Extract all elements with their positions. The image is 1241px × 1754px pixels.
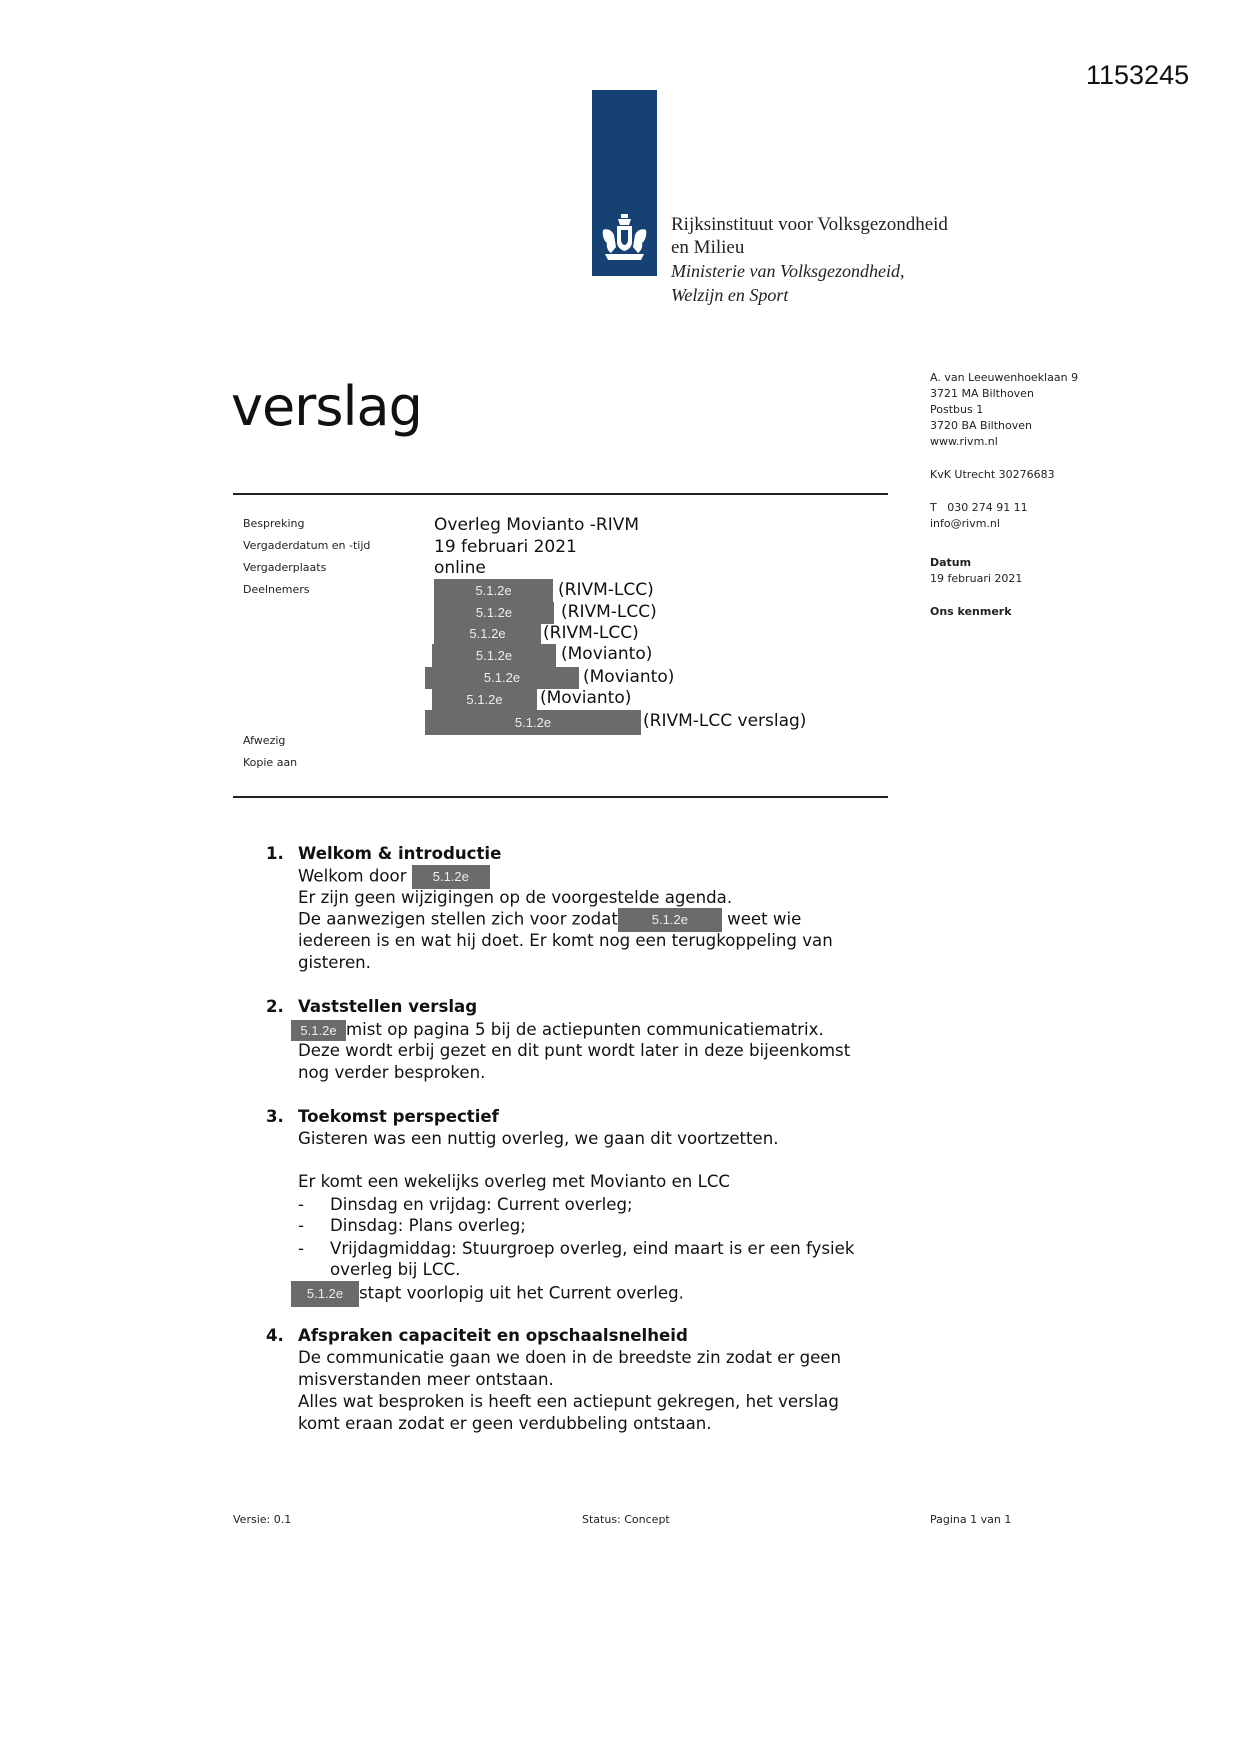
redaction: 5.1.2e [291, 1020, 346, 1041]
divider-top [233, 493, 888, 495]
document-title: verslag [231, 375, 422, 438]
text: gisteren. [298, 953, 371, 972]
text: Gisteren was een nuttig overleg, we gaan dit voortzetten. [298, 1129, 779, 1148]
section-title: Vaststellen verslag [298, 997, 478, 1016]
datum-value: 19 februari 2021 [930, 572, 1023, 585]
participant-org: (Movianto) [583, 667, 675, 687]
value-plaats: online [434, 558, 486, 578]
label-vergaderdatum: Vergaderdatum en -tijd [243, 539, 371, 552]
text: komt eraan zodat er geen verdubbeling ontstaan. [298, 1414, 712, 1433]
label-vergaderplaats: Vergaderplaats [243, 561, 327, 574]
address-city: 3721 MA Bilthoven [930, 387, 1034, 400]
bullet-text: Dinsdag en vrijdag: Current overleg; [330, 1195, 633, 1214]
text: weet wie [727, 909, 802, 929]
logo-line-2: en Milieu [671, 237, 745, 258]
logo-line-1: Rijksinstituut voor Volksgezondheid [671, 214, 948, 235]
text: Welkom door [298, 866, 407, 886]
section-number: 3. [266, 1107, 284, 1126]
redaction: 5.1.2e [425, 667, 579, 689]
redaction: 5.1.2e [425, 710, 641, 735]
address-web: www.rivm.nl [930, 435, 998, 448]
section-title: Toekomst perspectief [298, 1107, 499, 1126]
text: De aanwezigen stellen zich voor zodat [298, 909, 618, 929]
label-kopie-aan: Kopie aan [243, 756, 298, 769]
datum-label: Datum [930, 556, 972, 569]
bullet-text: Vrijdagmiddag: Stuurgroep overleg, eind maart is er een fysiek [330, 1239, 855, 1258]
address-postcity: 3720 BA Bilthoven [930, 419, 1032, 432]
address-email: info@rivm.nl [930, 517, 1000, 530]
section-number: 2. [266, 997, 284, 1016]
label-deelnemers: Deelnemers [243, 583, 310, 596]
redaction: 5.1.2e [432, 644, 556, 667]
text: stapt voorlopig uit het Current overleg. [359, 1283, 684, 1303]
text: nog verder besproken. [298, 1063, 486, 1082]
text: iedereen is en wat hij doet. Er komt nog een terugkoppeling van [298, 931, 833, 950]
redaction: 5.1.2e [434, 579, 553, 602]
section-number: 1. [266, 844, 284, 863]
logo-line-4: Welzijn en Sport [671, 285, 789, 305]
logo-line-3: Ministerie van Volksgezondheid, [671, 261, 905, 281]
bullet-marker: - [298, 1216, 304, 1235]
divider-bottom [233, 796, 888, 798]
crest-icon [597, 210, 652, 265]
footer-status: Status: Concept [582, 1513, 670, 1526]
participant-org: (RIVM-LCC) [561, 602, 657, 622]
document-number: 1153245 [1086, 60, 1190, 90]
bullet-marker: - [298, 1195, 304, 1214]
value-datum: 19 februari 2021 [434, 537, 577, 557]
address-street: A. van Leeuwenhoeklaan 9 [930, 371, 1079, 384]
section-title: Welkom & introductie [298, 844, 502, 863]
value-bespreking: Overleg Movianto -RIVM [434, 515, 640, 535]
participant-org: (Movianto) [540, 688, 632, 708]
participant-org: (RIVM-LCC) [558, 580, 654, 600]
address-postbus: Postbus 1 [930, 403, 984, 416]
footer-pagina: Pagina 1 van 1 [930, 1513, 1012, 1526]
kenmerk-label: Ons kenmerk [930, 605, 1012, 618]
section-number: 4. [266, 1326, 284, 1345]
footer-versie: Versie: 0.1 [233, 1513, 292, 1526]
text: Alles wat besproken is heeft een actiepunt gekregen, het verslag [298, 1392, 839, 1411]
participant-org: (RIVM-LCC) [543, 623, 639, 643]
text: mist op pagina 5 bij de actiepunten communicatiematrix. [346, 1020, 824, 1039]
bullet-marker: - [298, 1239, 304, 1258]
section-title: Afspraken capaciteit en opschaalsnelheid [298, 1326, 688, 1345]
text: Er komt een wekelijks overleg met Movianto en LCC [298, 1172, 730, 1191]
redaction: 5.1.2e [412, 865, 490, 889]
bullet-text: Dinsdag: Plans overleg; [330, 1216, 526, 1235]
redaction: 5.1.2e [432, 689, 537, 710]
label-afwezig: Afwezig [243, 734, 286, 747]
address-phone: T 030 274 91 11 [930, 501, 1028, 514]
bullet-text: overleg bij LCC. [330, 1260, 461, 1279]
text: Er zijn geen wijzigingen op de voorgestelde agenda. [298, 888, 733, 907]
label-bespreking: Bespreking [243, 517, 305, 530]
participant-org: (RIVM-LCC verslag) [643, 711, 807, 731]
text: De communicatie gaan we doen in de breedste zin zodat er geen [298, 1348, 842, 1367]
redaction: 5.1.2e [291, 1281, 359, 1307]
redaction: 5.1.2e [434, 623, 541, 645]
text: misverstanden meer ontstaan. [298, 1370, 554, 1389]
redaction: 5.1.2e [618, 908, 722, 932]
address-kvk: KvK Utrecht 30276683 [930, 468, 1055, 481]
redaction: 5.1.2e [434, 602, 554, 624]
text: Deze wordt erbij gezet en dit punt wordt later in deze bijeenkomst [298, 1041, 851, 1060]
participant-org: (Movianto) [561, 644, 653, 664]
